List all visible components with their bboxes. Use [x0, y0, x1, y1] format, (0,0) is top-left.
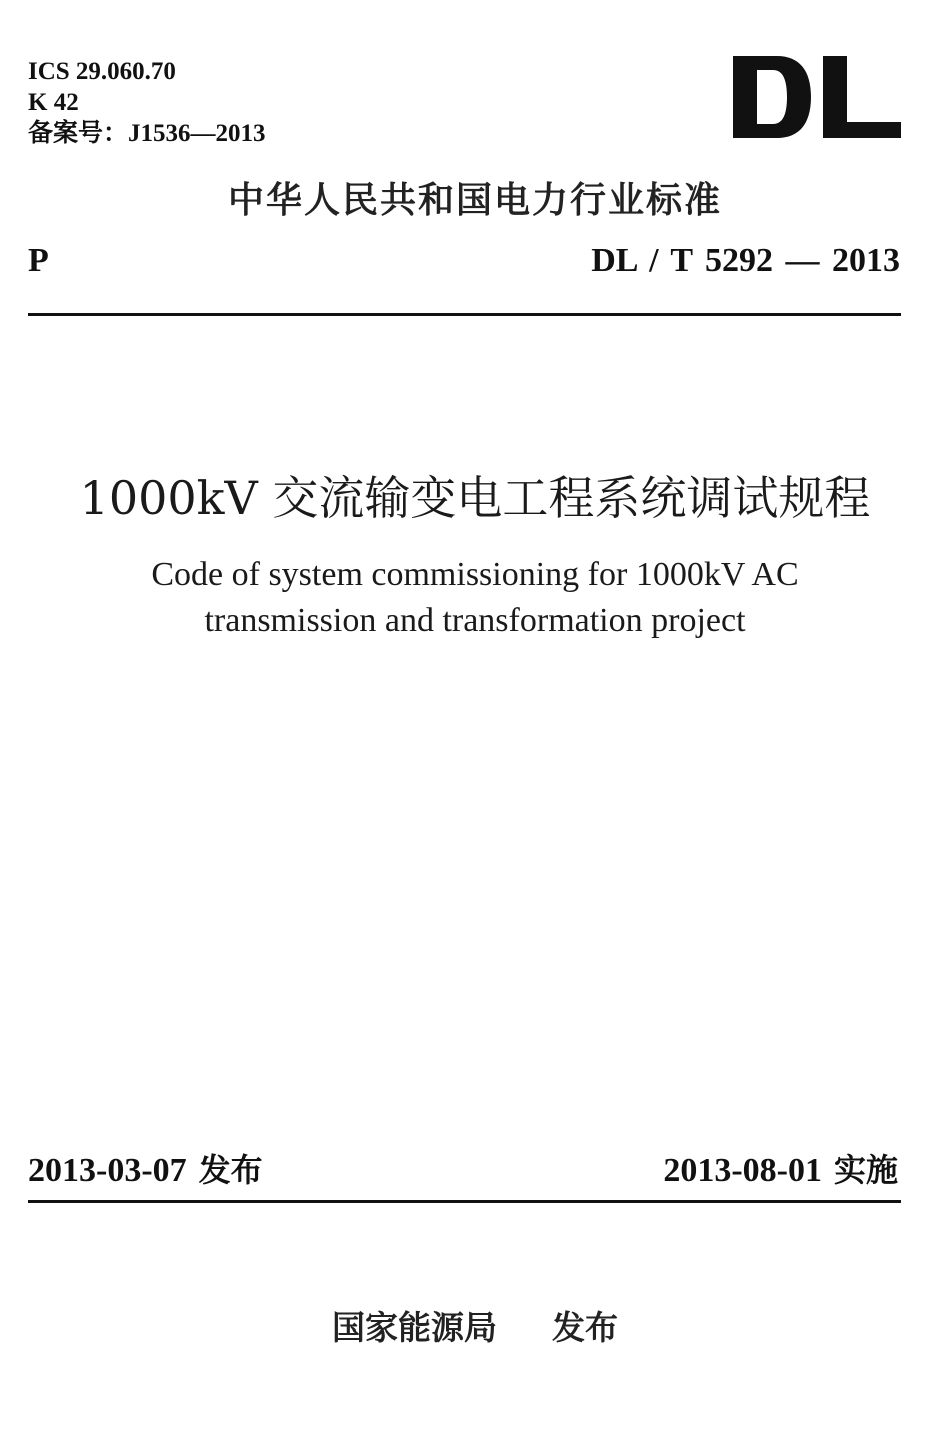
title-english	[0, 552, 950, 644]
ics-code: ICS 29.060.70	[28, 58, 176, 85]
org-title: 中华人民共和国电力行业标准	[227, 180, 722, 221]
standard-number: DL / T 5292 — 2013	[591, 242, 900, 279]
dl-logo	[733, 56, 901, 138]
publisher-block	[0, 1302, 950, 1349]
effective-label: 实施	[833, 1151, 898, 1189]
title-english-line2: transmission and transformation project	[204, 602, 746, 639]
issue-date: 2013-03-07	[28, 1152, 187, 1189]
top-divider	[28, 313, 901, 316]
title-english-line1: Code of system commissioning for 1000kV AC	[151, 556, 799, 593]
filing-number: 备案号：J1536—2013	[28, 120, 266, 147]
effective-date: 2013-08-01	[663, 1152, 822, 1189]
category-letter: P	[28, 242, 49, 279]
bottom-divider	[28, 1200, 901, 1203]
effective-date-block	[663, 1145, 898, 1191]
publisher-name: 国家能源局	[332, 1308, 497, 1347]
publisher-action: 发布	[552, 1308, 618, 1347]
issue-date-block	[28, 1145, 263, 1191]
issue-label: 发布	[198, 1151, 263, 1189]
category-code: K 42	[28, 89, 79, 116]
header-meta	[28, 56, 266, 149]
title-chinese: 1000kV 交流输变电工程系统调试规程	[79, 471, 871, 525]
